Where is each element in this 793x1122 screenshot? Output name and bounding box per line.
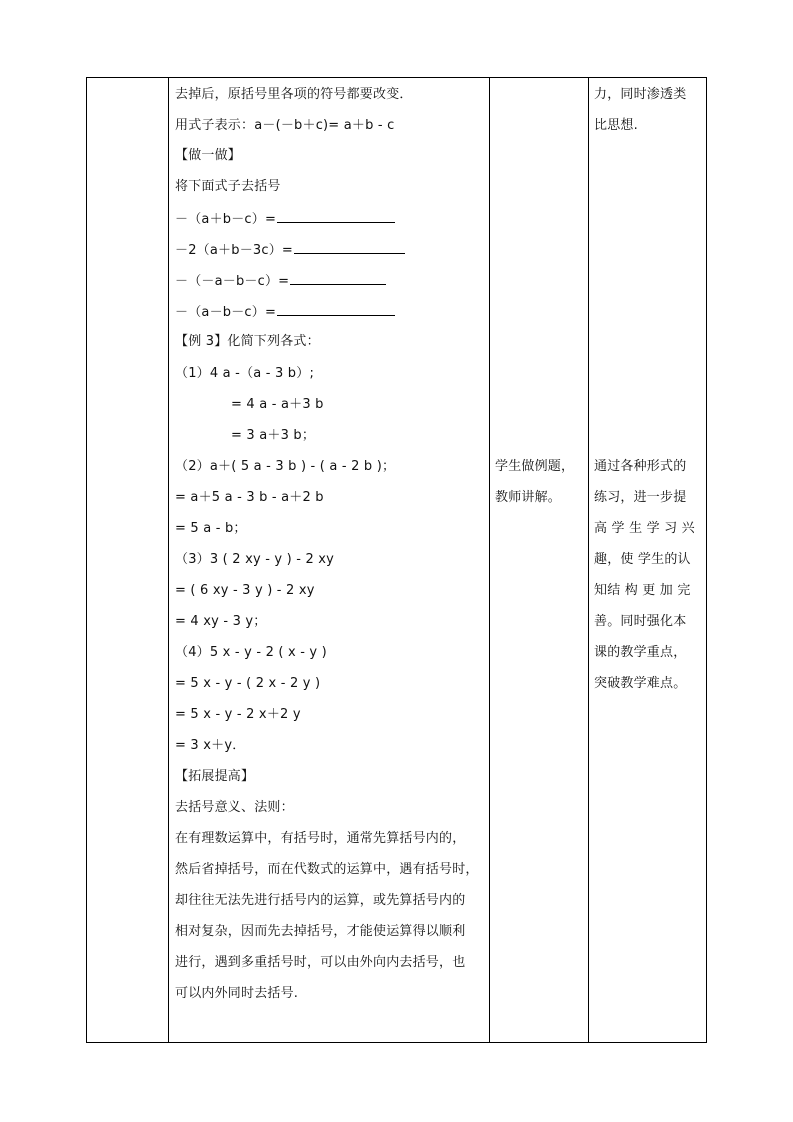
content-line: 将下面式子去括号 <box>175 179 281 194</box>
content-line: 用式子表示：a－(－b＋c)= a＋b - c <box>175 118 395 133</box>
content-line: = 3 a＋3 b； <box>231 428 316 443</box>
intent-line: 知结 构 更 加 完 <box>594 583 691 598</box>
content-line: （1）4 a -（a - 3 b）; <box>175 366 315 381</box>
answer-blank <box>277 303 395 316</box>
content-line: （2）a＋( 5 a - 3 b ) - ( a - 2 b )； <box>175 459 396 474</box>
intent-line: 高 学 生 学 习 兴 <box>594 521 695 536</box>
intent-line: 力，同时渗透类 <box>594 87 687 102</box>
content-line: = 5 x - y - 2 x＋2 y <box>175 707 301 722</box>
design-intent-cell <box>589 78 706 1042</box>
teaching-content-cell <box>169 78 489 1042</box>
intent-line: 比思想. <box>594 118 638 133</box>
content-line: = 4 a - a＋3 b <box>231 397 324 412</box>
answer-blank <box>290 272 386 285</box>
content-line: 相对复杂，因而先去掉括号，才能使运算得以顺利 <box>175 924 466 939</box>
content-line: = 5 a - b； <box>175 521 247 536</box>
exercise-line <box>175 210 395 228</box>
intent-line: 练习，进一步提 <box>594 490 687 505</box>
blank-cell <box>87 78 168 1042</box>
activity-line: 学生做例题， <box>495 459 575 474</box>
intent-line: 善。同时强化本 <box>594 614 687 629</box>
content-line: 可以内外同时去括号. <box>175 986 299 1001</box>
exercise-expression: －（a－b－c）= <box>175 305 277 320</box>
exercise-expression: －2（a＋b－3c）= <box>175 243 294 258</box>
exercise-expression: －（－a－b－c）= <box>175 274 290 289</box>
exercise-line <box>175 241 405 259</box>
answer-blank <box>277 210 395 223</box>
content-line: 【拓展提高】 <box>175 769 255 784</box>
content-line: = 3 x＋y． <box>175 738 246 753</box>
exercise-expression: －（a＋b－c）= <box>175 212 277 227</box>
answer-blank <box>294 241 405 254</box>
content-line: （4）5 x - y - 2 ( x - y ) <box>175 645 327 660</box>
content-line: 却往往无法先进行括号内的运算，或先算括号内的 <box>175 893 466 908</box>
intent-line: 突破教学难点。 <box>594 676 687 691</box>
content-line: = 4 xy - 3 y； <box>175 614 267 629</box>
content-line: 【做一做】 <box>175 148 242 163</box>
intent-line: 通过各种形式的 <box>594 459 687 474</box>
content-line: 去括号意义、法则： <box>175 800 294 815</box>
content-line: = 5 x - y - ( 2 x - 2 y ) <box>175 676 321 691</box>
content-line: （3）3 ( 2 xy - y ) - 2 xy <box>175 552 335 567</box>
lesson-table <box>86 77 707 1043</box>
content-line: 去掉后，原括号里各项的符号都要改变． <box>175 87 413 102</box>
intent-line: 课的教学重点， <box>594 645 687 660</box>
content-line: 然后省掉括号，而在代数式的运算中，遇有括号时， <box>175 862 479 877</box>
activity-line: 教师讲解。 <box>495 490 562 505</box>
content-line: 在有理数运算中，有括号时，通常先算括号内的， <box>175 831 466 846</box>
content-line: = ( 6 xy - 3 y ) - 2 xy <box>175 583 315 598</box>
content-line: 【例 3】化简下列各式： <box>175 334 320 349</box>
content-line: 进行，遇到多重括号时，可以由外向内去括号，也 <box>175 955 466 970</box>
intent-line: 趣，使 学生的认 <box>594 552 691 567</box>
exercise-line <box>175 272 386 290</box>
student-activity-cell <box>490 78 588 1042</box>
exercise-line <box>175 303 395 321</box>
content-line: = a＋5 a - 3 b - a＋2 b <box>175 490 324 505</box>
